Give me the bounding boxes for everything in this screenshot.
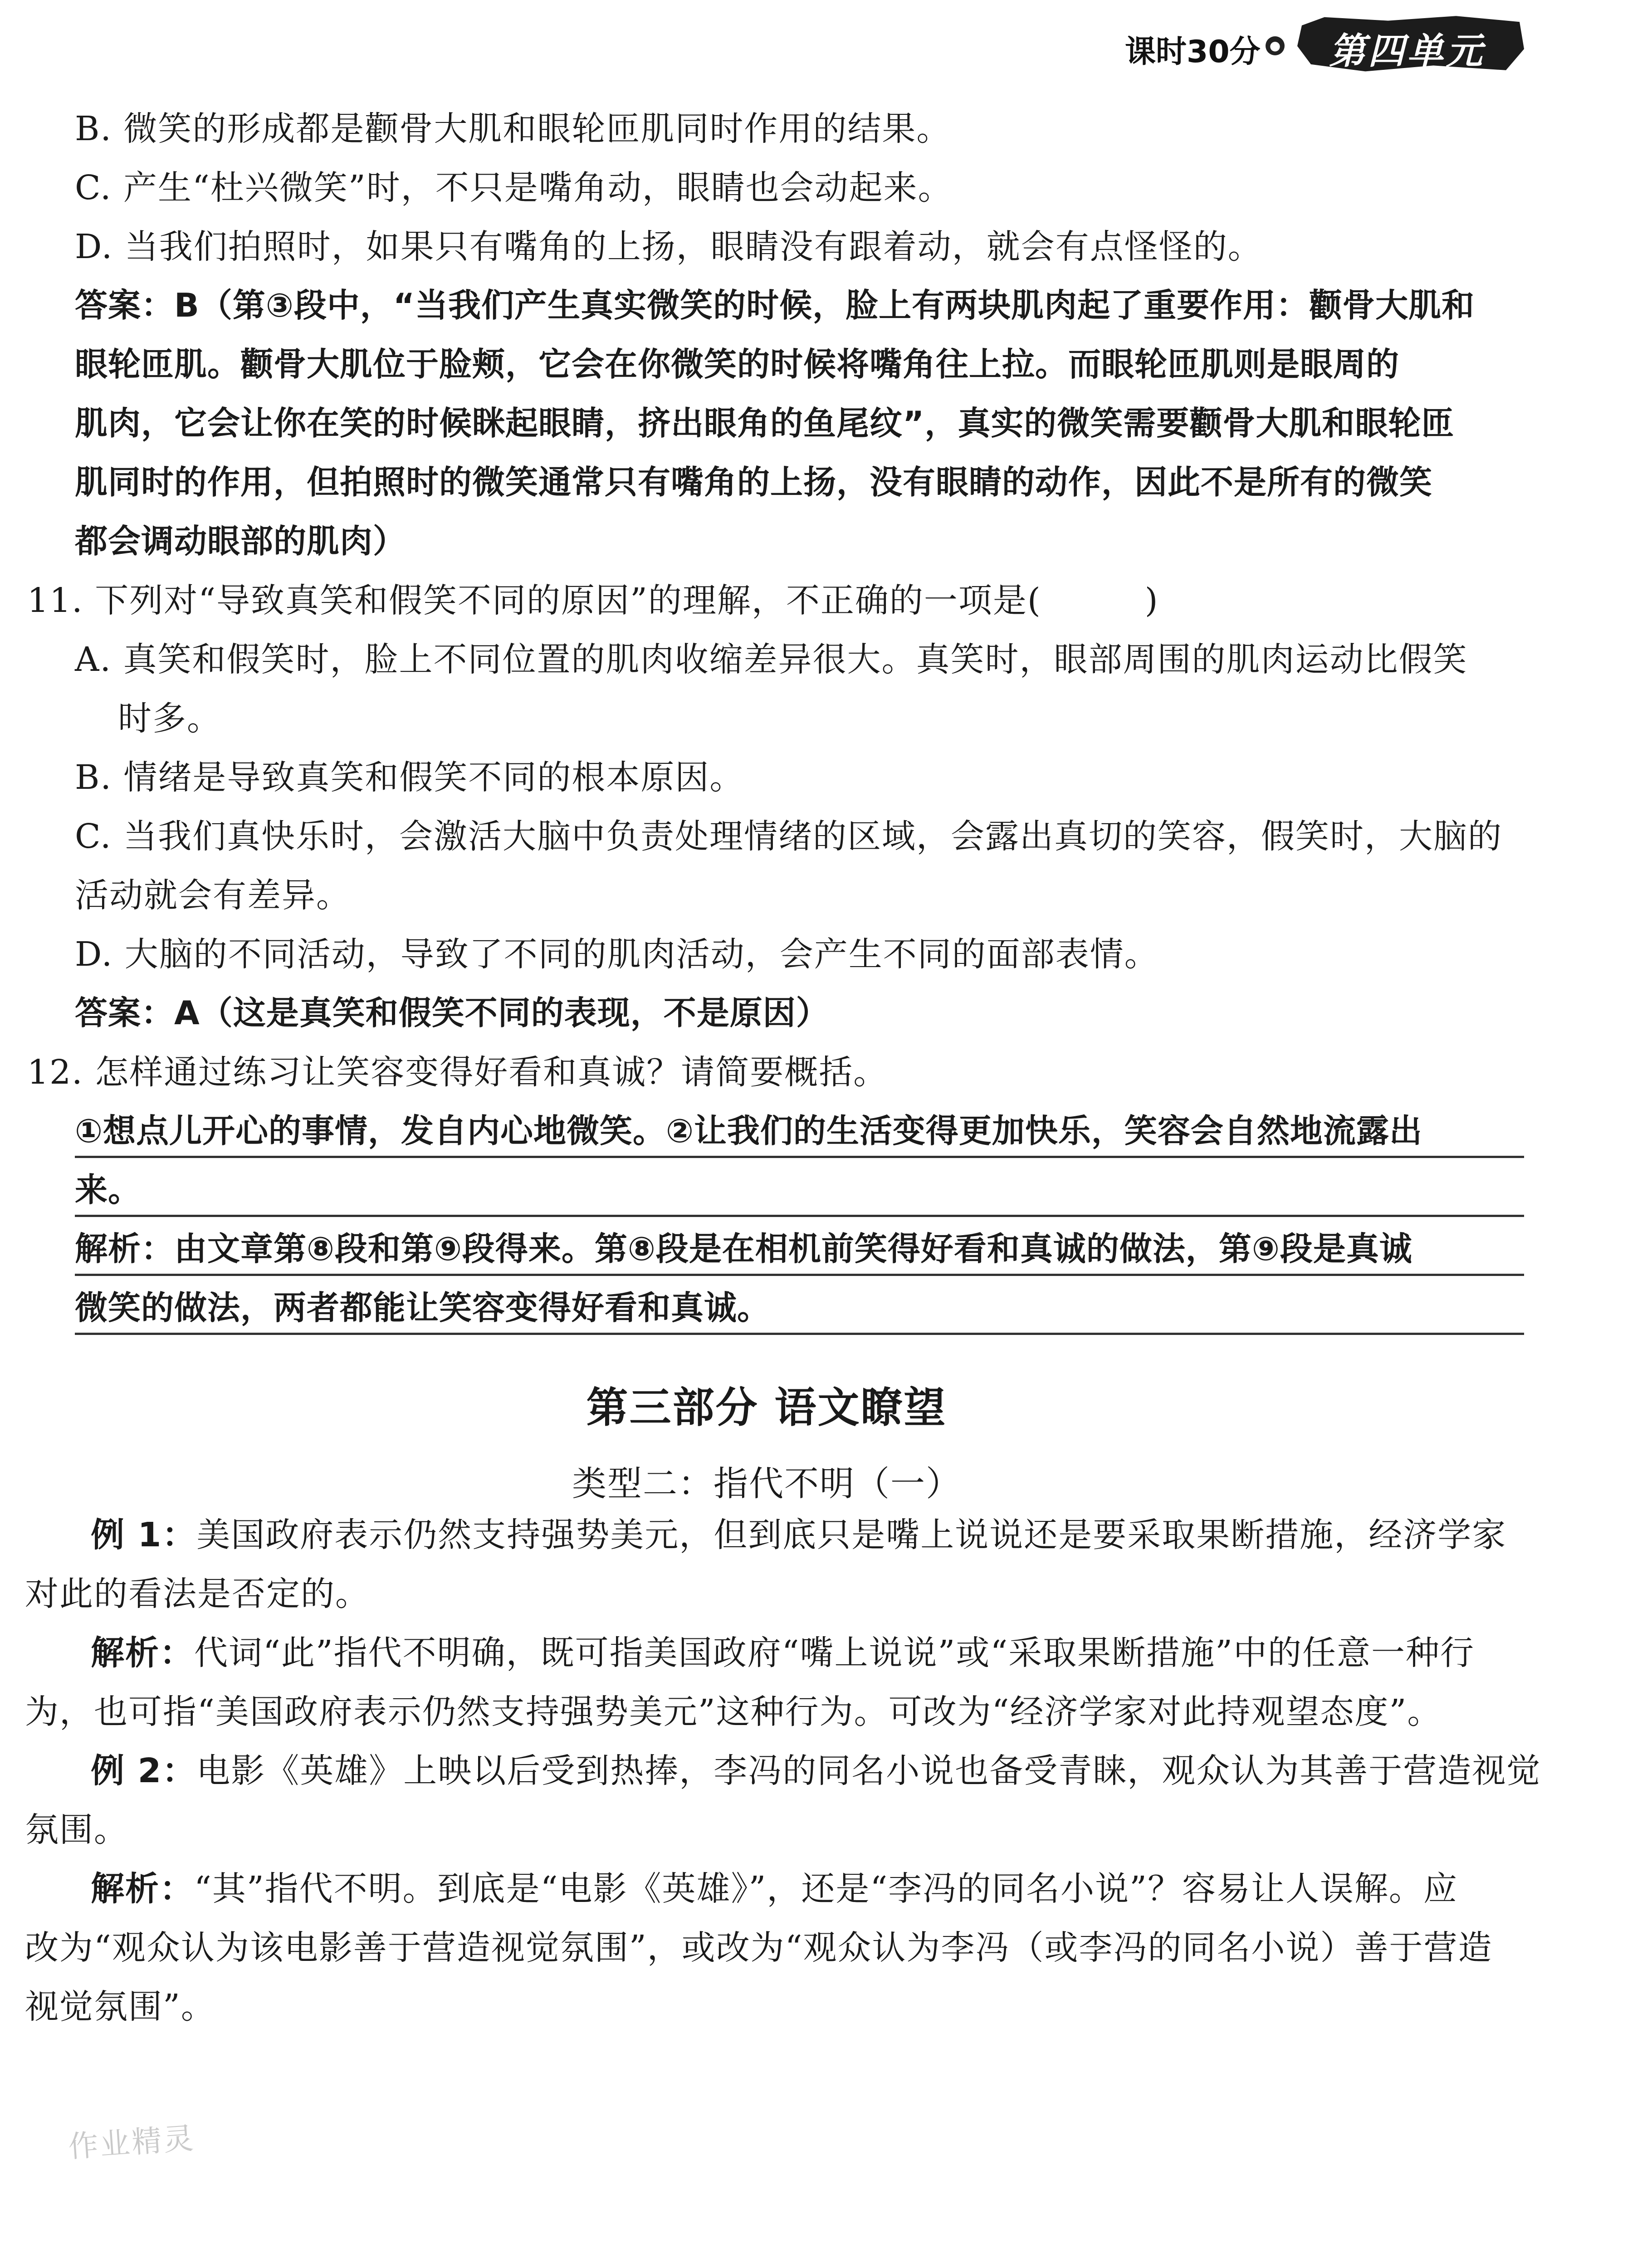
q10-option-c: C. 产生“杜兴微笑”时，不只是嘴角动，眼睛也会动起来。 — [75, 168, 953, 207]
q10-answer-line-5: 都会调动眼部的肌肉） — [75, 522, 406, 560]
q11-option-d: D. 大脑的不同活动，导致了不同的肌肉活动，会产生不同的面部表情。 — [75, 935, 1159, 974]
example-1-analysis-line-2: 为，也可指“美国政府表示仍然支持强势美元”这种行为。可改为“经济学家对此持观望态度”。 — [25, 1692, 1442, 1731]
q12-analysis-line-2: 微笑的做法，两者都能让笑容变得好看和真诚。 — [75, 1289, 771, 1327]
q12-analysis-line-1: 解析：由文章第⑧段和第⑨段得来。第⑧段是在相机前笑得好看和真诚的做法，第⑨段是真诚 — [75, 1230, 1413, 1268]
circle-mark-icon: ● — [1266, 36, 1285, 55]
example-2-analysis-line-1 — [91, 1869, 1458, 1909]
q11-option-c-line-1: C. 当我们真快乐时，会激活大脑中负责处理情绪的区域，会露出真切的笑容，假笑时，大脑的 — [75, 817, 1503, 856]
q11-option-a-line-2: 时多。 — [118, 699, 221, 738]
unit-banner-title: 第四单元 — [1329, 29, 1485, 72]
answer-underline — [75, 1274, 1524, 1276]
example-1-analysis-line-1 — [91, 1633, 1475, 1673]
example-1-analysis-text: 代词“此”指代不明确，既可指美国政府“嘴上说说”或“采取果断措施”中的任意一种行 — [194, 1633, 1475, 1672]
answer-underline — [75, 1156, 1524, 1158]
example-2-analysis-text: “其”指代不明。到底是“电影《英雄》”，还是“李冯的同名小说”？容易让人误解。应 — [194, 1869, 1458, 1908]
q12-answer-line-1: ①想点儿开心的事情，发自内心地微笑。②让我们的生活变得更加快乐，笑容会自然地流露出 — [75, 1112, 1422, 1150]
example-1-line-1 — [91, 1515, 1506, 1555]
example-1-label: 例 1： — [91, 1515, 197, 1554]
q10-option-b: B. 微笑的形成都是颧骨大肌和眼轮匝肌同时作用的结果。 — [75, 109, 951, 148]
lesson-time-label: 课时30分 — [1125, 34, 1261, 70]
watermark: 作业精灵 — [67, 2121, 196, 2165]
q12-stem: 12. 怎样通过练习让笑容变得好看和真诚？请简要概括。 — [27, 1053, 888, 1092]
q10-answer-line-2: 眼轮匝肌。颧骨大肌位于脸颊，它会在你微笑的时候将嘴角往上拉。而眼轮匝肌则是眼周的 — [75, 345, 1400, 383]
q10-option-d: D. 当我们拍照时，如果只有嘴角的上扬，眼睛没有跟着动，就会有点怪怪的。 — [75, 227, 1262, 266]
q11-option-b: B. 情绪是导致真笑和假笑不同的根本原因。 — [75, 758, 744, 797]
q11-option-c-line-2: 活动就会有差异。 — [75, 876, 351, 915]
type-title: 类型二：指代不明（一） — [572, 1463, 961, 1504]
q12-answer-line-2: 来。 — [75, 1171, 142, 1209]
example-2-analysis-line-3: 视觉氛围”。 — [25, 1987, 215, 2026]
example-2-text: 电影《英雄》上映以后受到热捧，李冯的同名小说也备受青睐，观众认为其善于营造视觉 — [196, 1751, 1541, 1790]
example-2-analysis-label: 解析： — [91, 1869, 194, 1908]
example-2-line-1 — [91, 1751, 1541, 1791]
q10-answer-line-4: 肌同时的作用，但拍照时的微笑通常只有嘴角的上扬，没有眼睛的动作，因此不是所有的微笑 — [75, 463, 1433, 501]
example-1-line-2: 对此的看法是否定的。 — [25, 1574, 370, 1613]
example-2-analysis-line-2: 改为“观众认为该电影善于营造视觉氛围”，或改为“观众认为李冯（或李冯的同名小说）善于营造 — [25, 1928, 1493, 1967]
section-title: 第三部分 语文瞭望 — [586, 1383, 947, 1432]
q11-answer: 答案：A（这是真笑和假笑不同的表现，不是原因） — [75, 994, 829, 1032]
example-2-label: 例 2： — [91, 1751, 197, 1790]
answer-underline — [75, 1215, 1524, 1217]
q11-option-a-line-1: A. 真笑和假笑时，脸上不同位置的肌肉收缩差异很大。真笑时，眼部周围的肌肉运动比假笑 — [75, 640, 1468, 679]
answer-underline — [75, 1333, 1524, 1335]
q10-answer-line-1: 答案：B（第③段中，“当我们产生真实微笑的时候，脸上有两块肌肉起了重要作用：颧骨大肌和 — [75, 286, 1475, 324]
q10-answer-line-3: 肌肉，它会让你在笑的时候眯起眼睛，挤出眼角的鱼尾纹”，真实的微笑需要颧骨大肌和眼轮匝 — [75, 404, 1455, 442]
example-1-analysis-label: 解析： — [91, 1633, 194, 1672]
example-2-line-2: 氛围。 — [25, 1810, 128, 1849]
example-1-text: 美国政府表示仍然支持强势美元，但到底只是嘴上说说还是要采取果断措施，经济学家 — [196, 1515, 1507, 1554]
q11-stem: 11. 下列对“导致真笑和假笑不同的原因”的理解，不正确的一项是( ) — [27, 581, 1159, 620]
